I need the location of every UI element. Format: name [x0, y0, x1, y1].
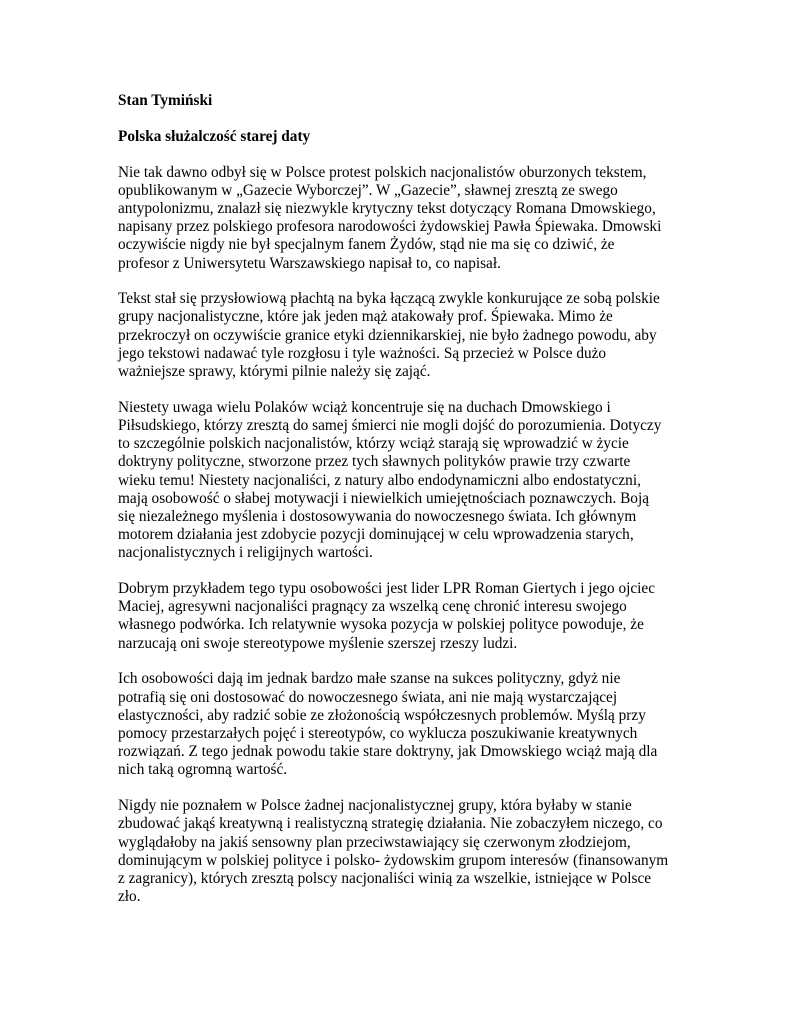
text-line: Niestety uwaga wielu Polaków wciąż koncentruje się na duchach Dmowskiego i — [118, 398, 611, 416]
text-line: Piłsudskiego, którzy zresztą do samej śmierci nie mogli dojść do porozumienia. Dotyczy — [118, 416, 662, 434]
text-line: pomocy przestarzałych pojęć i stereotypów, co wyklucza poszukiwanie kreatywnych — [118, 724, 638, 742]
paragraph-2 — [118, 290, 678, 381]
text-line: się niezależnego myślenia i dostosowywania do nowoczesnego świata. Ich głównym — [118, 507, 637, 525]
text-line: wyglądałoby na jakiś sensowny plan przeciwstawiający się czerwonym złodziejom, — [118, 833, 631, 851]
text-line: doktryny polityczne, stworzone przez tych sławnych polityków prawie trzy czwarte — [118, 453, 631, 471]
author-name: Stan Tymiński — [118, 92, 213, 109]
text-line: opublikowanym w „Gazecie Wyborczej”. W „Gazecie”, sławnej zresztą ze swego — [118, 181, 618, 199]
text-line: jego tekstowi nadawać tyle rozgłosu i tyle ważności. Są przecież w Polsce dużo — [118, 344, 607, 362]
text-line: Nigdy nie poznałem w Polsce żadnej nacjonalistycznej grupy, która byłaby w stanie — [118, 797, 632, 815]
text-line: dominującym w polskiej polityce i polsko- żydowskim grupom interesów (finansowanym — [118, 851, 669, 869]
text-line: Maciej, agresywni nacjonaliści pragnący za wszelką cenę chronić interesu swojego — [118, 598, 627, 616]
text-line: zbudować jakąś kreatywną i realistyczną strategię działania. Nie zobaczyłem niczego, co — [118, 815, 663, 833]
text-line: nacjonalistycznych i religijnych wartości. — [118, 544, 373, 562]
text-line: z zagranicy), których zresztą polscy nacjonaliści winią za wszelkie, istniejące w Polsce — [118, 869, 652, 887]
paragraph-3 — [118, 399, 678, 563]
text-line: nich taką ogromną wartość. — [118, 761, 288, 779]
text-line: potrafią się oni dostosować do nowoczesnego świata, ani nie mają wystarczającej — [118, 688, 618, 706]
text-line: grupy nacjonalistyczne, które jak jeden mąż atakowały prof. Śpiewaka. Mimo że — [118, 308, 613, 326]
text-line: profesor z Uniwersytetu Warszawskiego napisał to, co napisał. — [118, 254, 501, 272]
text-line: Dobrym przykładem tego typu osobowości jest lider LPR Roman Giertych i jego ojciec — [118, 580, 655, 598]
text-line: elastyczności, aby radzić sobie ze złożonością współczesnych problemów. Myślą przy — [118, 706, 646, 724]
text-line: mają osobowość o słabej motywacji i niewielkich umiejętnościach poznawczych. Boją — [118, 489, 649, 507]
paragraph-4 — [118, 580, 678, 653]
paragraph-6 — [118, 797, 678, 906]
text-line: przekroczył on oczywiście granice etyki dziennikarskiej, nie było żadnego powodu, aby — [118, 326, 657, 344]
text-line: oczywiście nigdy nie był specjalnym fanem Żydów, stąd nie ma się co dziwić, że — [118, 236, 615, 254]
text-line: motorem działania jest zdobycie pozycji dominującej w celu wprowadzenia starych, — [118, 526, 634, 544]
document-page — [118, 92, 678, 906]
text-line: ważniejsze sprawy, którymi pilnie należy się zająć. — [118, 363, 431, 381]
text-line: narzucają oni swoje stereotypowe myślenie szerszej rzeszy ludzi. — [118, 634, 518, 652]
text-line: własnego podwórka. Ich relatywnie wysoka pozycja w polskiej polityce powoduje, że — [118, 616, 644, 634]
text-line: napisany przez polskiego profesora narodowości żydowskiej Pawła Śpiewaka. Dmowski — [118, 218, 662, 236]
text-line: Nie tak dawno odbył się w Polsce protest polskich nacjonalistów oburzonych tekstem, — [118, 163, 647, 181]
text-line: antypolonizmu, znalazł się niezwykle krytyczny tekst dotyczący Romana Dmowskiego, — [118, 199, 656, 217]
paragraph-1 — [118, 164, 678, 273]
text-line: wieku temu! Niestety nacjonaliści, z natury albo endodynamiczni albo endostatyczni, — [118, 471, 641, 489]
text-line: Ich osobowości dają im jednak bardzo małe szanse na sukces polityczny, gdyż nie — [118, 670, 621, 688]
text-line: Tekst stał się przysłowiową płachtą na byka łączącą zwykle konkurujące ze sobą polskie — [118, 290, 660, 308]
article-title: Polska służalczość starej daty — [118, 128, 311, 145]
text-line: to szczególnie polskich nacjonalistów, którzy wciąż starają się wprowadzić w życie — [118, 435, 629, 453]
article-body — [118, 164, 678, 907]
paragraph-5 — [118, 670, 678, 779]
text-line: rozwiązań. Z tego jednak powodu takie stare doktryny, jak Dmowskiego wciąż mają dla — [118, 743, 658, 761]
text-line: zło. — [118, 888, 141, 906]
